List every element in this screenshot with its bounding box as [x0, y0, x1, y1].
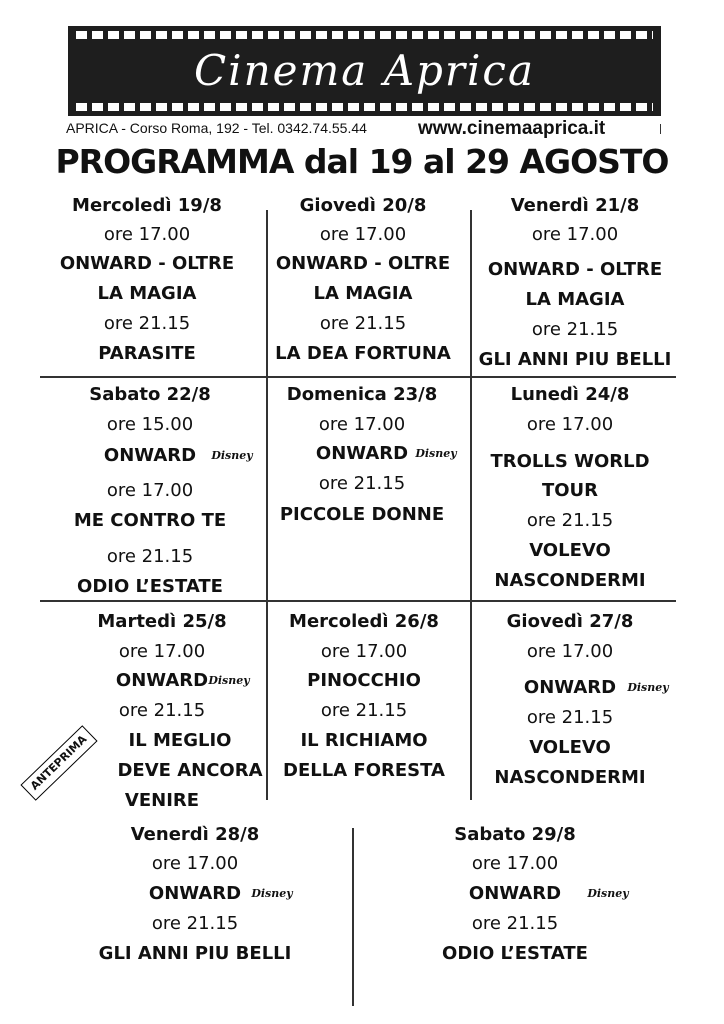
disney-logo-icon: Disney	[208, 674, 250, 687]
grid-line-v2	[470, 210, 472, 800]
showtime: ore 21.15	[151, 913, 239, 934]
showtime: ore 21.15	[320, 700, 408, 721]
showtime: ore 17.00	[318, 414, 406, 435]
film-title: ONWARD - OLTRE	[275, 253, 451, 274]
showtime: ore 17.00	[526, 414, 614, 435]
film-title: LA MAGIA	[313, 283, 413, 304]
film-title: VOLEVO	[529, 737, 611, 758]
film-strip-holes-top	[76, 31, 653, 39]
film-title: LA DEA FORTUNA	[275, 343, 451, 364]
day-heading: Sabato 29/8	[454, 824, 576, 845]
day-heading: Domenica 23/8	[286, 384, 438, 405]
showtime: ore 21.15	[526, 510, 614, 531]
showtime: ore 17.00	[531, 224, 619, 245]
cinema-logo-banner	[68, 26, 661, 116]
grid-line-v3	[352, 828, 354, 1006]
anteprima-badge: ANTEPRIMA	[20, 725, 97, 801]
film-title: VOLEVO	[529, 540, 611, 561]
film-title: ONWARD	[115, 670, 209, 691]
grid-line-v1	[266, 210, 268, 800]
showtime: ore 21.15	[118, 700, 206, 721]
cinema-website: www.cinemaaprica.it	[418, 118, 606, 139]
film-title: PINOCCHIO	[307, 670, 421, 691]
disney-logo-icon: Disney	[627, 681, 669, 694]
showtime: ore 17.00	[320, 641, 408, 662]
showtime: ore 21.15	[526, 707, 614, 728]
film-title: ONWARD	[315, 443, 409, 464]
film-title: GLI ANNI PIU BELLI	[478, 349, 672, 370]
film-title: NASCONDERMI	[494, 767, 646, 788]
film-title: VENIRE	[124, 790, 200, 811]
showtime: ore 21.15	[103, 313, 191, 334]
day-heading: Lunedì 24/8	[510, 384, 630, 405]
day-heading: Venerdì 28/8	[130, 824, 260, 845]
day-heading: Mercoledì 26/8	[289, 611, 439, 632]
day-heading: Sabato 22/8	[89, 384, 211, 405]
showtime: ore 17.00	[526, 641, 614, 662]
showtime: ore 17.00	[118, 641, 206, 662]
film-title: ONWARD	[523, 677, 617, 698]
disney-logo-icon: Disney	[587, 887, 629, 900]
showtime: ore 17.00	[319, 224, 407, 245]
film-title: ONWARD - OLTRE	[487, 259, 663, 280]
film-title: ONWARD	[148, 883, 242, 904]
film-title: ODIO L’ESTATE	[77, 576, 223, 597]
film-title: ONWARD	[468, 883, 562, 904]
film-strip-holes-bottom	[76, 103, 653, 111]
showtime: ore 21.15	[531, 319, 619, 340]
cinema-address: APRICA - Corso Roma, 192 - Tel. 0342.74.55.44	[66, 120, 367, 136]
film-title: LA MAGIA	[525, 289, 625, 310]
showtime: ore 21.15	[106, 546, 194, 567]
programme-title: PROGRAMMA dal 19 al 29 AGOSTO	[55, 142, 669, 181]
day-heading: Martedì 25/8	[97, 611, 227, 632]
grid-line-h1	[40, 376, 676, 378]
film-title: LA MAGIA	[97, 283, 197, 304]
divider-tick	[660, 124, 661, 134]
film-title: ONWARD - OLTRE	[59, 253, 235, 274]
showtime: ore 21.15	[471, 913, 559, 934]
film-title: ODIO L’ESTATE	[442, 943, 588, 964]
showtime: ore 21.15	[318, 473, 406, 494]
film-title: IL RICHIAMO	[300, 730, 428, 751]
film-title: DELLA FORESTA	[283, 760, 445, 781]
film-title: TOUR	[541, 480, 599, 501]
film-title: ONWARD	[103, 445, 197, 466]
film-title: GLI ANNI PIU BELLI	[98, 943, 292, 964]
day-heading: Venerdì 21/8	[510, 195, 640, 216]
day-heading: Giovedì 27/8	[506, 611, 634, 632]
disney-logo-icon: Disney	[251, 887, 293, 900]
film-title: PARASITE	[98, 343, 196, 364]
disney-logo-icon: Disney	[415, 447, 457, 460]
film-title: DEVE ANCORA	[117, 760, 263, 781]
showtime: ore 17.00	[471, 853, 559, 874]
film-title: TROLLS WORLD	[490, 451, 650, 472]
showtime: ore 21.15	[319, 313, 407, 334]
day-heading: Mercoledì 19/8	[72, 195, 222, 216]
cinema-logo-text: Cinema Aprica	[194, 46, 535, 95]
film-title: PICCOLE DONNE	[279, 504, 445, 525]
showtime: ore 17.00	[103, 224, 191, 245]
showtime: ore 15.00	[106, 414, 194, 435]
film-title: NASCONDERMI	[494, 570, 646, 591]
film-title: ME CONTRO TE	[73, 510, 227, 531]
disney-logo-icon: Disney	[211, 449, 253, 462]
showtime: ore 17.00	[106, 480, 194, 501]
film-title: IL MEGLIO	[128, 730, 232, 751]
day-heading: Giovedì 20/8	[299, 195, 427, 216]
showtime: ore 17.00	[151, 853, 239, 874]
